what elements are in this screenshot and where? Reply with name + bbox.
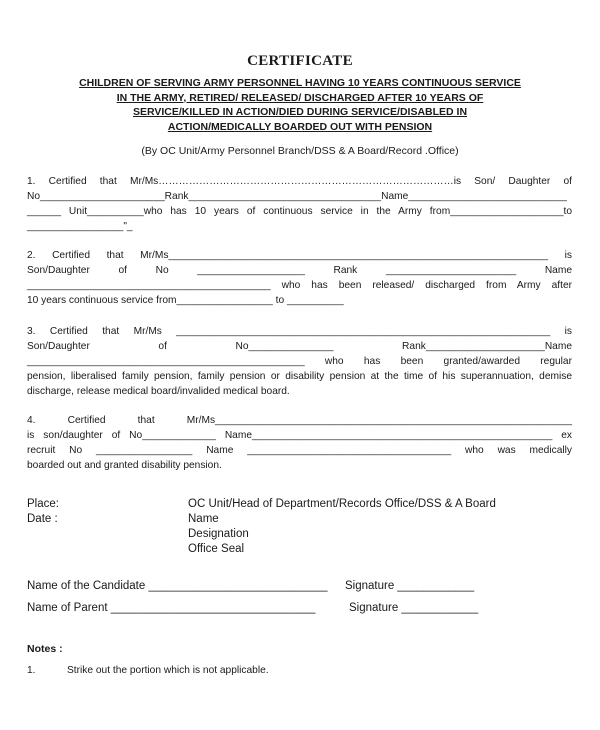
paragraph-4 [27, 413, 572, 473]
certificate-title: CERTIFICATE [247, 53, 353, 69]
paragraph-line: Son/Daughter of No_______________ Rank_____________________Name [27, 341, 572, 352]
paragraph-line: boarded out and granted disability pension. [27, 460, 222, 471]
paragraph-line: No______________________Rank__________________________________Name____________________________ [27, 191, 567, 202]
paragraph-line: pension, liberalised family pension, family pension or disability pension at the time of his superannuation, demise [27, 371, 572, 382]
authority-seal: Office Seal [188, 543, 245, 555]
paragraph-line: discharge, release medical board/invalided medical board. [27, 386, 290, 397]
parent-name-field: Name of Parent ________________________________ [27, 602, 316, 614]
notes-heading: Notes : [27, 643, 63, 655]
paragraph-line: _________________"_ [27, 221, 133, 232]
paragraph-line: ______ Unit__________who has 10 years of continuous service in the Army from____________________to [27, 206, 572, 217]
paragraph-line: 3. Certified that Mr/Ms __________________________________________________________________ is [27, 326, 572, 337]
candidate-signature-field: Signature ____________ [345, 580, 475, 592]
paragraph-line: _________________________________________________ who has been granted/awarded regular [27, 356, 572, 367]
paragraph-2 [27, 248, 572, 308]
note-text: Strike out the portion which is not applicable. [67, 665, 269, 676]
paragraph-1 [27, 174, 572, 234]
paragraph-line: ___________________________________________ who has been released/ discharged from Army after [27, 280, 572, 291]
paragraph-line: 10 years continuous service from_________________ to __________ [27, 295, 344, 306]
paragraph-line: 2. Certified that Mr/Ms___________________________________________________________________ is [27, 250, 572, 261]
paragraph-line: recruit No _________________ Name ____________________________________ who was medically [27, 445, 572, 456]
paragraph-line: 1. Certified that Mr/Ms……………………………………………………………………………is Son/ Daughter of [27, 176, 572, 187]
date-label: Date : [27, 513, 58, 525]
candidate-name-field: Name of the Candidate ____________________________ [27, 580, 328, 592]
authority-name: Name [188, 513, 219, 525]
paragraph-line: 4. Certified that Mr/Ms_______________________________________________________________ [27, 415, 572, 426]
paragraph-3 [27, 324, 572, 399]
issuing-authority-note: (By OC Unit/Army Personnel Branch/DSS & A Board/Record .Office) [141, 145, 459, 157]
subtitle-line: CHILDREN OF SERVING ARMY PERSONNEL HAVING 10 YEARS CONTINUOUS SERVICE [79, 77, 521, 89]
subtitle-line: SERVICE/KILLED IN ACTION/DIED DURING SERVICE/DISABLED IN [132, 106, 468, 118]
subtitle-line: ACTION/MEDICALLY BOARDED OUT WITH PENSION [167, 120, 433, 133]
authority-block [188, 497, 496, 557]
parent-signature-field: Signature ____________ [349, 602, 479, 614]
place-label: Place: [27, 498, 59, 510]
authority-designation: Designation [188, 528, 249, 540]
certificate-subtitle [60, 76, 540, 134]
authority-title: OC Unit/Head of Department/Records Office/DSS & A Board [188, 498, 496, 510]
paragraph-line: is son/daughter of No_____________ Name_____________________________________________________ ex [27, 430, 572, 441]
note-number: 1. [27, 665, 36, 676]
paragraph-line: Son/Daughter of No ___________________ Rank _______________________ Name [27, 265, 572, 276]
subtitle-line: IN THE ARMY, RETIRED/ RELEASED/ DISCHARGED AFTER 10 YEARS OF [116, 91, 484, 104]
